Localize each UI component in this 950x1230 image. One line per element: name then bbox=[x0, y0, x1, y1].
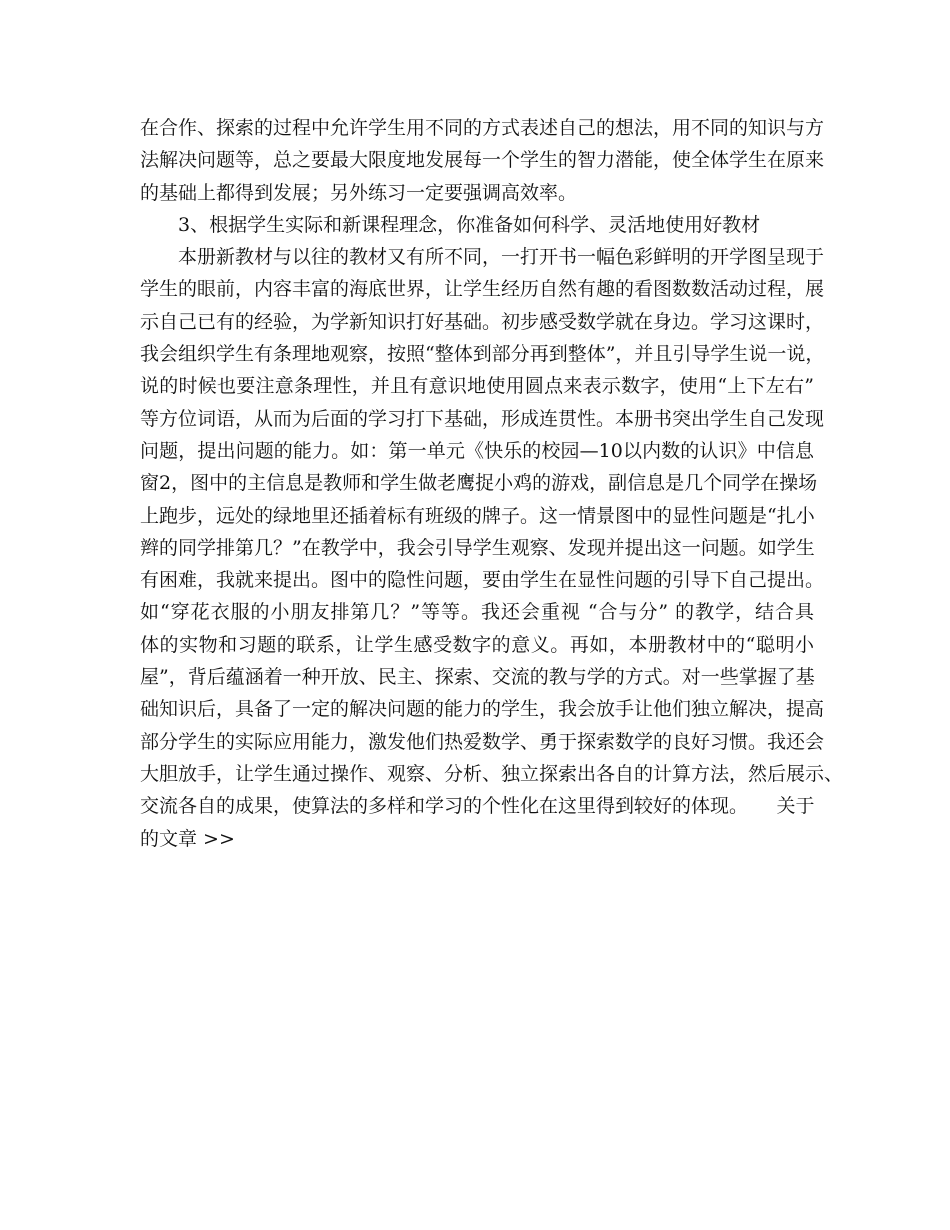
text-line: 础知识后，具备了一定的解决问题的能力的学生，我会放手让他们独立解决，提高 bbox=[140, 698, 825, 721]
related-articles-link[interactable]: 的文章 >> bbox=[140, 827, 235, 850]
text-line: 上跑步，远处的绿地里还插着标有班级的牌子。这一情景图中的显性问题是“扎小 bbox=[140, 504, 815, 527]
text-line: 法解决问题等，总之要最大限度地发展每一个学生的智力潜能，使全体学生在原来 bbox=[140, 149, 825, 172]
text-line: 问题，提出问题的能力。如：第一单元《快乐的校园—10以内数的认识》中信息 bbox=[140, 439, 814, 462]
text-line: 窗2，图中的主信息是教师和学生做老鹰捉小鸡的游戏，副信息是几个同学在操场 bbox=[140, 472, 818, 495]
text-line: 示自己已有的经验，为学新知识打好基础。初步感受数学就在身边。学习这课时， bbox=[140, 310, 825, 333]
text-line: 体的实物和习题的联系，让学生感受数字的意义。再如，本册教材中的“聪明小 bbox=[140, 633, 814, 656]
section-heading: 3、根据学生实际和新课程理念，你准备如何科学、灵活地使用好教材 bbox=[178, 213, 761, 236]
text-line: 屋”，背后蕴涵着一种开放、民主、探索、交流的教与学的方式。对一些掌握了基 bbox=[140, 666, 815, 689]
text-line: 本册新教材与以往的教材又有所不同，一打开书一幅色彩鲜明的开学图呈现于 bbox=[178, 246, 825, 269]
text-line: 等方位词语，从而为后面的学习打下基础，形成连贯性。本册书突出学生自己发现 bbox=[140, 407, 825, 430]
text-line: 说的时候也要注意条理性，并且有意识地使用圆点来表示数字，使用“上下左右” bbox=[140, 375, 814, 398]
text-line: 大胆放手，让学生通过操作、观察、分析、独立探索出各自的计算方法，然后展示、 bbox=[140, 762, 844, 785]
text-line: 辫的同学排第几？”在教学中，我会引导学生观察、发现并提出这一问题。如学生 bbox=[140, 536, 815, 559]
text-line: 在合作、探索的过程中允许学生用不同的方式表述自己的想法，用不同的知识与方 bbox=[140, 117, 825, 139]
text-line: 学生的眼前，内容丰富的海底世界，让学生经历自然有趣的看图数数活动过程，展 bbox=[140, 278, 825, 301]
document-body bbox=[140, 112, 844, 855]
text-line: 交流各自的成果，使算法的多样和学习的个性化在这里得到较好的体现。 关于 bbox=[140, 795, 815, 818]
text-line: 有困难，我就来提出。图中的隐性问题，要由学生在显性问题的引导下自己提出。 bbox=[140, 569, 825, 592]
text-line: 我会组织学生有条理地观察，按照“整体到部分再到整体”，并且引导学生说一说， bbox=[140, 343, 825, 366]
text-line: 部分学生的实际应用能力，激发他们热爱数学、勇于探索数学的良好习惯。我还会 bbox=[140, 730, 825, 753]
text-line: 的基础上都得到发展；另外练习一定要强调高效率。 bbox=[140, 181, 578, 204]
text-line: 如“穿花衣服的小朋友排第几？”等等。我还会重视 “合与分” 的教学，结合具 bbox=[140, 601, 814, 624]
